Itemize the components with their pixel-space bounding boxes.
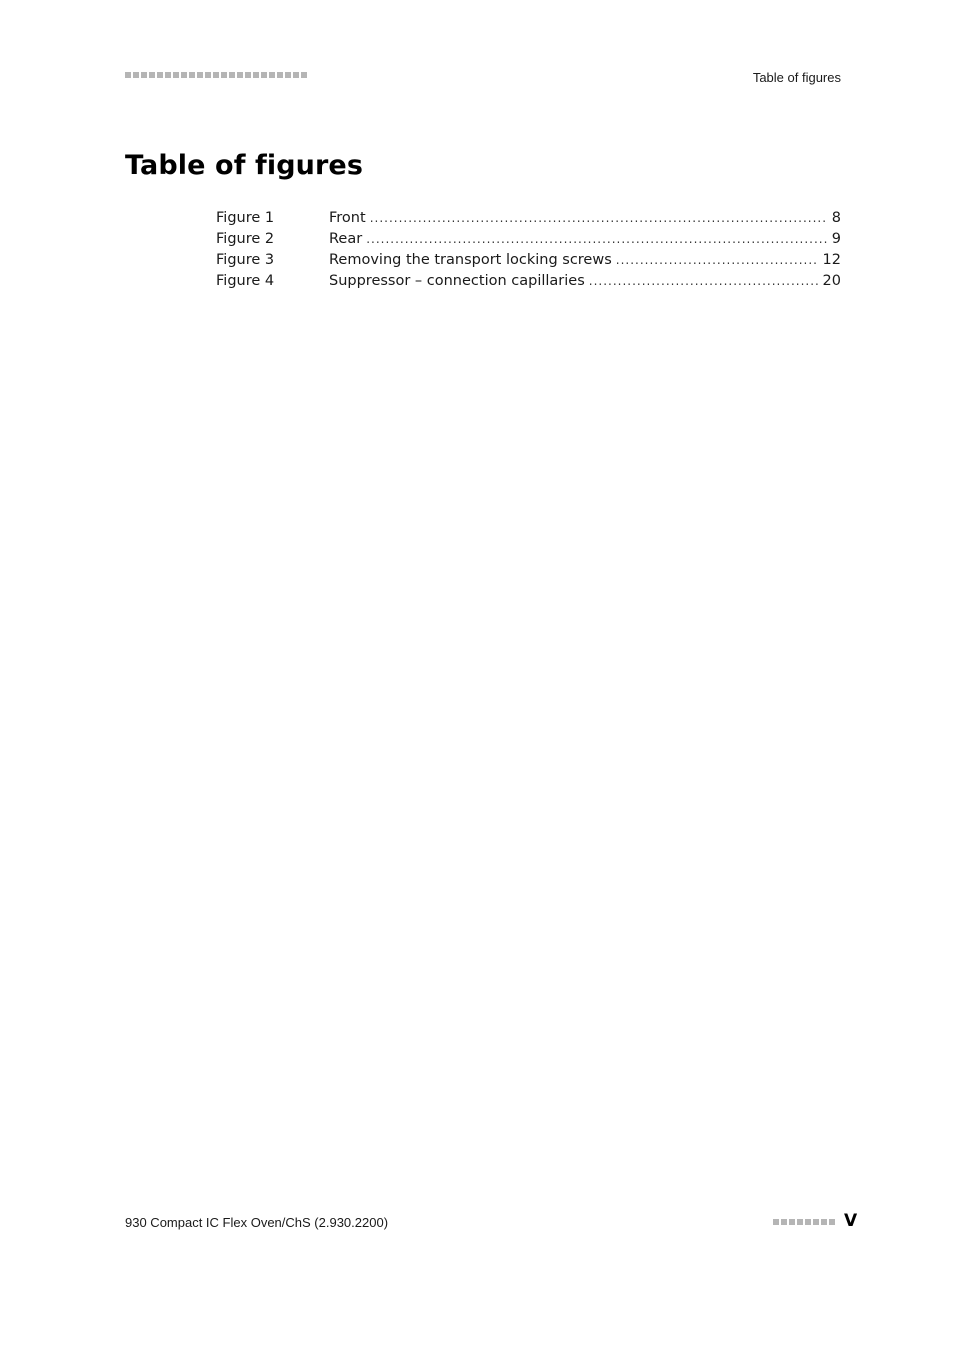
figure-page-number: 20 (822, 273, 841, 289)
figure-label: Figure 4 (216, 273, 275, 289)
figure-entry[interactable] (216, 250, 841, 271)
figure-entry-body (329, 208, 841, 229)
figure-title: Front (329, 210, 366, 226)
footer-page-number: V (844, 1211, 858, 1231)
figure-label: Figure 2 (216, 231, 275, 247)
figure-entry[interactable] (216, 208, 841, 229)
dot-leader (370, 208, 828, 229)
figure-entry[interactable] (216, 229, 841, 250)
figure-label: Figure 3 (216, 252, 275, 268)
dot-leader (366, 229, 828, 250)
figure-page-number: 9 (831, 231, 841, 247)
page-title: Table of figures (125, 150, 363, 181)
header-section-title: Table of figures (752, 70, 841, 85)
figure-label: Figure 1 (216, 210, 275, 226)
figure-entry-body (329, 250, 841, 271)
figure-title: Suppressor – connection capillaries (329, 273, 585, 289)
footer-document-name: 930 Compact IC Flex Oven/ChS (2.930.2200) (125, 1215, 389, 1230)
footer-decorative-bar (773, 1219, 835, 1225)
figure-page-number: 12 (822, 252, 841, 268)
figure-entry-body (329, 229, 841, 250)
figure-list (216, 208, 841, 292)
header-decorative-bar (125, 72, 307, 79)
dot-leader (616, 250, 819, 271)
figure-page-number: 8 (831, 210, 841, 226)
figure-entry[interactable] (216, 271, 841, 292)
figure-title: Removing the transport locking screws (329, 252, 612, 268)
figure-title: Rear (329, 231, 363, 247)
dot-leader (589, 271, 819, 292)
figure-entry-body (329, 271, 841, 292)
